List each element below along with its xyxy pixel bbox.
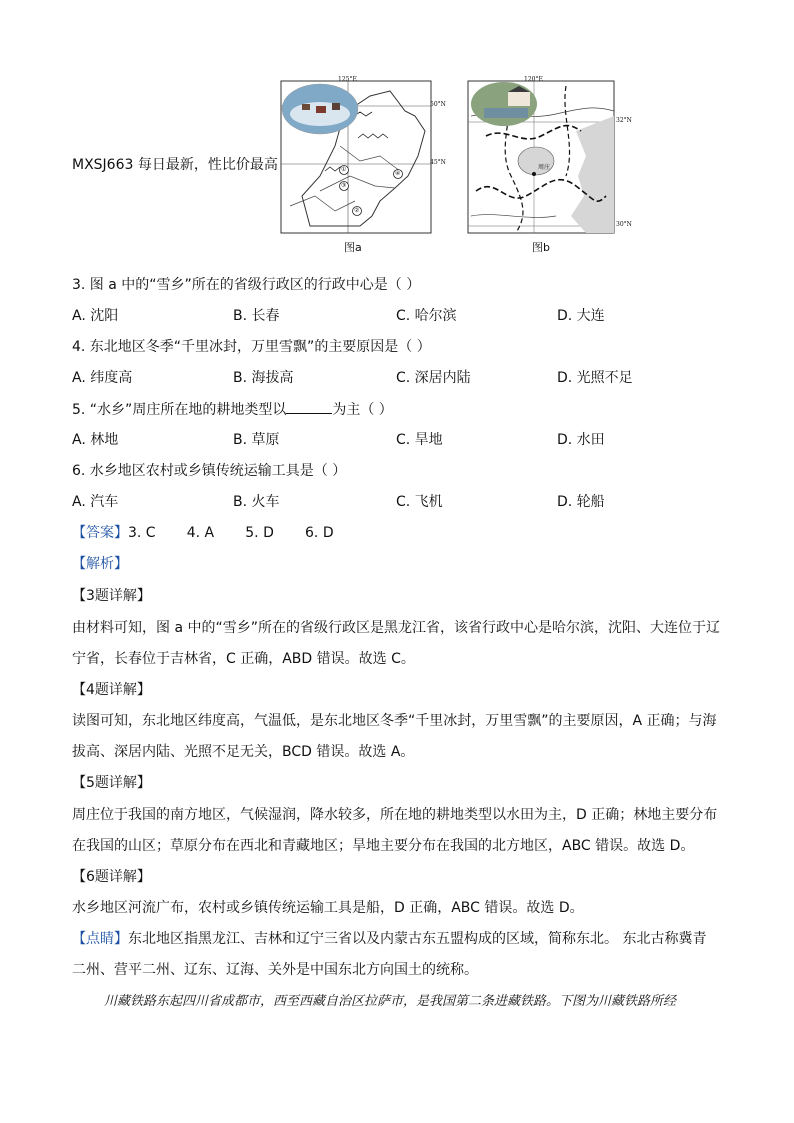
next-question-intro: 川藏铁路东起四川省成都市，西至西藏自治区拉萨市，是我国第二条进藏铁路。下图为川藏铁路所经	[104, 994, 677, 1009]
q4-option-b: B. 海拔高	[233, 370, 294, 386]
answer-text: 3. C 4. A 5. D 6. D	[128, 525, 334, 541]
detail-5-line-1: 周庄位于我国的南方地区，气候湿润，降水较多，所在地的耕地类型以水田为主，D 正确；林地主要分布	[72, 807, 718, 823]
q6-option-d: D. 轮船	[557, 494, 605, 510]
map-jiangnan	[466, 76, 618, 242]
figure-b-caption: 图b	[532, 241, 550, 254]
q5-blank	[286, 400, 332, 414]
q3-option-a: A. 沈阳	[72, 308, 119, 324]
marker-2: ②	[354, 207, 360, 214]
q5-stem-prefix: 5. “水乡”周庄所在地的耕地类型以	[72, 402, 287, 418]
detail-3-title: 【3题详解】	[72, 588, 151, 604]
map-northeast-china	[280, 76, 432, 242]
lon-label-b: 120°E	[524, 76, 543, 83]
detail-6-line-1: 水乡地区河流广布，农村或乡镇传统运输工具是船，D 正确，ABC 错误。故选 D。	[72, 900, 584, 916]
q3-option-d: D. 大连	[557, 308, 605, 324]
lon-label-a: 125°E	[338, 76, 357, 83]
q3-option-b: B. 长春	[233, 308, 280, 324]
q5-option-a: A. 林地	[72, 432, 119, 448]
q4-option-d: D. 光照不足	[557, 370, 633, 386]
answer-label: 【答案】	[72, 525, 128, 541]
q6-option-a: A. 汽车	[72, 494, 119, 510]
question-5-stem	[72, 400, 393, 419]
figure-a	[280, 76, 446, 254]
q3-option-c: C. 哈尔滨	[396, 308, 457, 324]
q4-option-c: C. 深居内陆	[396, 370, 471, 386]
detail-5-title: 【5题详解】	[72, 775, 151, 791]
detail-4-title: 【4题详解】	[72, 682, 151, 698]
question-6-stem: 6. 水乡地区农村或乡镇传统运输工具是（ ）	[72, 463, 347, 479]
q6-option-c: C. 飞机	[396, 494, 443, 510]
answer-line	[72, 524, 334, 542]
place-label-zhouzhuang: 周庄	[538, 164, 551, 171]
lat-label-b-1: 32°N	[616, 117, 632, 124]
tip-line-2: 二州、营平二州、辽东、辽海、关外是中国东北方向国土的统称。	[72, 962, 478, 978]
detail-3-line-2: 宁省，长春位于吉林省，C 正确，ABD 错误。故选 C。	[72, 651, 415, 667]
q5-stem-suffix: 为主（ ）	[332, 402, 393, 418]
detail-5-line-2: 在我国的山区；草原分布在西北和青藏地区；旱地主要分布在我国的北方地区，ABC 错误。故选 D。	[72, 838, 695, 854]
marker-1: ①	[341, 166, 347, 173]
lat-label-a-1: 50°N	[430, 101, 446, 108]
q5-option-d: D. 水田	[557, 432, 605, 448]
tip-text-1: 东北地区指黑龙江、吉林和辽宁三省以及内蒙古东五盟构成的区域，简称东北。 东北古称冀青	[128, 931, 707, 947]
detail-6-title: 【6题详解】	[72, 869, 151, 885]
figure-a-caption: 图a	[344, 241, 362, 254]
tip-label: 【点睛】	[72, 931, 128, 947]
detail-4-line-2: 拔高、深居内陆、光照不足无关，BCD 错误。故选 A。	[72, 744, 415, 760]
detail-3-line-1: 由材料可知，图 a 中的“雪乡”所在的省级行政区是黑龙江省，该省行政中心是哈尔滨，沈阳、大连位于辽	[72, 620, 720, 636]
marker-3: ③	[341, 182, 347, 189]
tip-line-1	[72, 930, 706, 948]
lat-label-a-2: 45°N	[430, 159, 446, 166]
figure-b	[466, 76, 632, 254]
question-4-stem: 4. 东北地区冬季“千里冰封，万里雪飘”的主要原因是（ ）	[72, 339, 431, 355]
q5-option-b: B. 草原	[233, 432, 280, 448]
q5-option-c: C. 旱地	[396, 432, 443, 448]
watermark-text: MXSJ663 每日最新，性比价最高	[72, 157, 278, 173]
question-3-stem: 3. 图 a 中的“雪乡”所在的省级行政区的行政中心是（ ）	[72, 277, 421, 293]
lat-label-b-2: 30°N	[616, 221, 632, 228]
q6-option-b: B. 火车	[233, 494, 280, 510]
analysis-label: 【解析】	[72, 556, 128, 572]
detail-4-line-1: 读图可知，东北地区纬度高，气温低，是东北地区冬季“千里冰封，万里雪飘”的主要原因，A 正确；与海	[72, 713, 717, 729]
marker-4: ④	[395, 170, 401, 177]
q4-option-a: A. 纬度高	[72, 370, 133, 386]
